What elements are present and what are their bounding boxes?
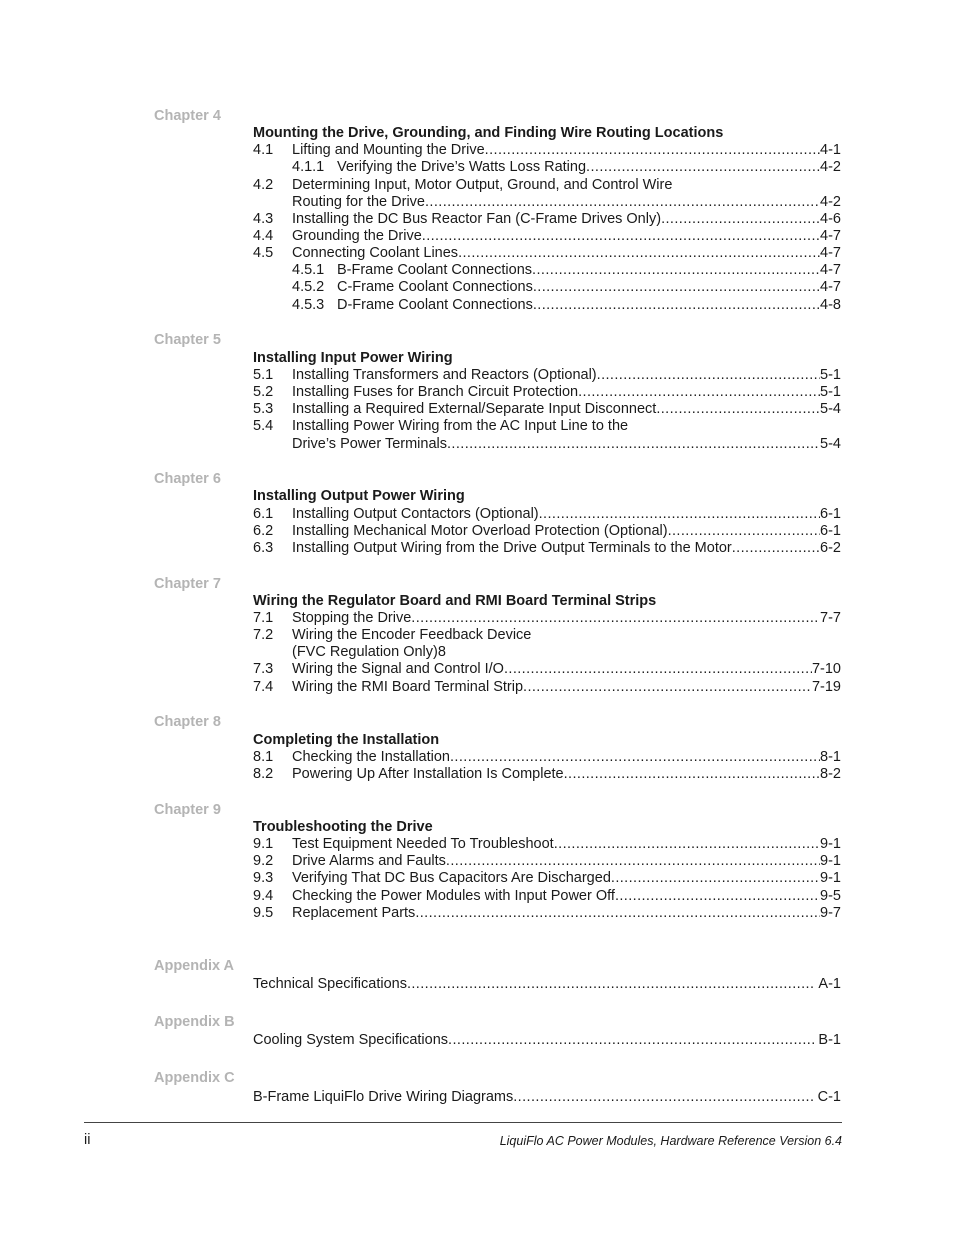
leader-dots: [656, 401, 820, 418]
toc-entry[interactable]: [253, 142, 841, 159]
entry-page: 9-1: [820, 870, 841, 886]
entry-page: A-1: [818, 976, 841, 992]
entry-title: Powering Up After Installation Is Complete: [292, 766, 564, 782]
appendix-label: Appendix A: [154, 958, 235, 974]
leader-dots: [458, 245, 820, 262]
toc-entry[interactable]: [253, 1089, 841, 1106]
toc-entry[interactable]: [253, 749, 841, 766]
toc-entry[interactable]: [253, 262, 841, 279]
leader-dots: [539, 506, 820, 523]
entry-title: Test Equipment Needed To Troubleshoot: [292, 836, 554, 852]
entry-page: 5-1: [820, 384, 841, 400]
entry-title-line1: Wiring the Encoder Feedback Device: [292, 627, 532, 643]
entry-number: 7.3: [253, 661, 274, 677]
leader-dots: [661, 211, 820, 228]
chapter-label: Chapter 4: [154, 108, 221, 124]
chapter-title: Wiring the Regulator Board and RMI Board Terminal Strips: [253, 593, 657, 609]
toc-entry[interactable]: [253, 228, 841, 245]
entry-title: D-Frame Coolant Connections: [337, 297, 533, 313]
entry-number: 9.5: [253, 905, 274, 921]
entry-page: 7-7: [820, 610, 841, 626]
toc-entry[interactable]: [253, 679, 841, 696]
toc-entry[interactable]: [253, 367, 841, 384]
leader-dots: [415, 905, 820, 922]
entry-title: Connecting Coolant Lines: [292, 245, 459, 261]
entry-page: 4-7: [820, 228, 841, 244]
entry-title: Installing Transformers and Reactors (Optional): [292, 367, 597, 383]
entry-page: 8-2: [820, 766, 841, 782]
entry-number: 7.2: [253, 627, 274, 643]
entry-number: 6.2: [253, 523, 274, 539]
leader-dots: [533, 297, 820, 314]
entry-title: Technical Specifications: [253, 976, 407, 992]
entry-title: Installing Fuses for Branch Circuit Protection: [292, 384, 579, 400]
toc-entry[interactable]: [253, 661, 841, 678]
leader-dots: [611, 870, 820, 887]
entry-number: 5.3: [253, 401, 274, 417]
entry-number: 9.2: [253, 853, 274, 869]
chapter-title: Installing Output Power Wiring: [253, 488, 465, 504]
entry-number: 4.2: [253, 177, 274, 193]
entry-page: 4-2: [820, 159, 841, 175]
leader-dots: [411, 610, 820, 627]
entry-number: 4.5.1: [292, 262, 325, 278]
leader-dots: [732, 540, 820, 557]
entry-title: B-Frame LiquiFlo Drive Wiring Diagrams: [253, 1089, 514, 1105]
entry-page: 4-2: [820, 194, 841, 210]
leader-dots: [615, 888, 820, 905]
entry-page: 5-1: [820, 367, 841, 383]
toc-entry[interactable]: [253, 279, 841, 296]
leader-dots: [533, 279, 820, 296]
entry-title: Drive’s Power Terminals: [292, 436, 447, 452]
entry-page: 9-7: [820, 905, 841, 921]
entry-title: Drive Alarms and Faults: [292, 853, 446, 869]
entry-number: 4.3: [253, 211, 274, 227]
leader-dots: [586, 159, 820, 176]
entry-title: C-Frame Coolant Connections: [337, 279, 533, 295]
entry-number: 7.4: [253, 679, 274, 695]
footer-page-number: ii: [84, 1132, 91, 1148]
entry-title: Verifying That DC Bus Capacitors Are Discharged: [292, 870, 611, 886]
leader-dots: [425, 194, 820, 211]
toc-entry[interactable]: [253, 870, 841, 887]
chapter-label: Chapter 8: [154, 714, 221, 730]
entry-number: 6.1: [253, 506, 274, 522]
toc-entry[interactable]: [253, 853, 841, 870]
entry-title: Wiring the Signal and Control I/O: [292, 661, 504, 677]
entry-page: 4-7: [820, 279, 841, 295]
chapter-title: Installing Input Power Wiring: [253, 350, 453, 366]
entry-page: 7-10: [811, 661, 841, 677]
entry-title-line2: (FVC Regulation Only)8: [292, 644, 446, 660]
leader-dots: [513, 1089, 814, 1106]
entry-number: 4.5.3: [292, 297, 325, 313]
entry-page: 4-7: [820, 245, 841, 261]
entry-page: 9-1: [820, 836, 841, 852]
leader-dots: [446, 853, 820, 870]
leader-dots: [504, 661, 812, 678]
entry-number: 4.4: [253, 228, 274, 244]
entry-page: 6-1: [820, 506, 841, 522]
toc-entry[interactable]: [253, 384, 841, 401]
toc-entry[interactable]: [253, 401, 841, 418]
entry-title: Checking the Installation: [292, 749, 450, 765]
toc-entry[interactable]: [253, 610, 841, 627]
toc-entry[interactable]: [253, 888, 841, 905]
entry-number: 5.4: [253, 418, 274, 434]
entry-page: 6-1: [820, 523, 841, 539]
toc-entry[interactable]: [253, 836, 841, 853]
entry-number: 9.3: [253, 870, 274, 886]
entry-title-line1: Installing Power Wiring from the AC Input Line to the: [292, 418, 629, 434]
entry-page: 4-6: [820, 211, 841, 227]
entry-title: Routing for the Drive: [292, 194, 425, 210]
entry-page: B-1: [818, 1032, 841, 1048]
toc-entry[interactable]: [253, 159, 841, 176]
entry-number: 8.1: [253, 749, 274, 765]
entry-number: 5.1: [253, 367, 274, 383]
entry-title: Wiring the RMI Board Terminal Strip: [292, 679, 524, 695]
entry-number: 9.4: [253, 888, 274, 904]
entry-page: C-1: [817, 1089, 841, 1105]
leader-dots: [578, 384, 820, 401]
chapter-title: Troubleshooting the Drive: [253, 819, 433, 835]
leader-dots: [448, 1032, 815, 1049]
entry-number: 9.1: [253, 836, 274, 852]
entry-page: 6-2: [820, 540, 841, 556]
leader-dots: [485, 142, 820, 159]
footer-divider: [84, 1122, 842, 1123]
toc-entry[interactable]: [253, 1032, 841, 1049]
entry-page: 9-5: [820, 888, 841, 904]
leader-dots: [564, 766, 820, 783]
chapter-label: Chapter 6: [154, 471, 221, 487]
leader-dots: [554, 836, 820, 853]
entry-title: Replacement Parts: [292, 905, 416, 921]
entry-title: Installing Output Contactors (Optional): [292, 506, 539, 522]
toc-entry[interactable]: [253, 766, 841, 783]
leader-dots: [523, 679, 812, 696]
toc-entry[interactable]: [253, 297, 841, 314]
entry-page: 9-1: [820, 853, 841, 869]
chapter-label: Chapter 9: [154, 802, 221, 818]
chapter-label: Chapter 7: [154, 576, 221, 592]
entry-title: Stopping the Drive: [292, 610, 412, 626]
leader-dots: [668, 523, 820, 540]
leader-dots: [447, 436, 820, 453]
entry-page: 4-8: [820, 297, 841, 313]
entry-title: Installing the DC Bus Reactor Fan (C-Frame Drives Only): [292, 211, 662, 227]
entry-title: Installing a Required External/Separate Input Disconnect: [292, 401, 657, 417]
entry-page: 4-7: [820, 262, 841, 278]
entry-number: 5.2: [253, 384, 274, 400]
toc-entry[interactable]: [253, 177, 841, 194]
leader-dots: [450, 749, 820, 766]
entry-title: Cooling System Specifications: [253, 1032, 449, 1048]
toc-entry-continued[interactable]: [253, 194, 841, 211]
entry-page: 8-1: [820, 749, 841, 765]
entry-number: 4.1.1: [292, 159, 325, 175]
entry-title-line1: Determining Input, Motor Output, Ground, and Control Wire: [292, 177, 673, 193]
chapter-title: Mounting the Drive, Grounding, and Finding Wire Routing Locations: [253, 125, 724, 141]
leader-dots: [407, 976, 815, 993]
toc-entry[interactable]: [253, 506, 841, 523]
toc-entry-continued[interactable]: [253, 436, 841, 453]
entry-title: Lifting and Mounting the Drive: [292, 142, 485, 158]
entry-number: 7.1: [253, 610, 274, 626]
entry-number: 4.5: [253, 245, 274, 261]
entry-title: Installing Output Wiring from the Drive Output Terminals to the Motor: [292, 540, 732, 556]
entry-number: 8.2: [253, 766, 274, 782]
entry-title: Installing Mechanical Motor Overload Protection (Optional): [292, 523, 668, 539]
leader-dots: [597, 367, 820, 384]
entry-page: 4-1: [820, 142, 841, 158]
entry-number: 4.1: [253, 142, 274, 158]
toc-entry[interactable]: [253, 523, 841, 540]
entry-number: 4.5.2: [292, 279, 325, 295]
entry-page: 7-19: [811, 679, 841, 695]
appendix-label: Appendix C: [154, 1070, 235, 1086]
toc-entry[interactable]: [253, 905, 841, 922]
toc-entry[interactable]: [253, 245, 841, 262]
footer-document-title: LiquiFlo AC Power Modules, Hardware Reference Version 6.4: [499, 1134, 842, 1148]
entry-number: 6.3: [253, 540, 274, 556]
entry-title: Verifying the Drive’s Watts Loss Rating: [337, 159, 587, 175]
toc-entry[interactable]: [253, 418, 841, 435]
toc-entry[interactable]: [253, 976, 841, 993]
entry-title: Checking the Power Modules with Input Power Off: [292, 888, 615, 904]
entry-page: 5-4: [820, 436, 841, 452]
toc-entry[interactable]: [253, 540, 841, 557]
chapter-title: Completing the Installation: [253, 732, 440, 748]
chapter-label: Chapter 5: [154, 332, 221, 348]
leader-dots: [422, 228, 820, 245]
toc-entry[interactable]: [253, 211, 841, 228]
entry-title: B-Frame Coolant Connections: [337, 262, 533, 278]
entry-page: 5-4: [820, 401, 841, 417]
toc-entry[interactable]: [253, 627, 841, 644]
appendix-label: Appendix B: [154, 1014, 235, 1030]
leader-dots: [532, 262, 820, 279]
entry-title: Grounding the Drive: [292, 228, 422, 244]
